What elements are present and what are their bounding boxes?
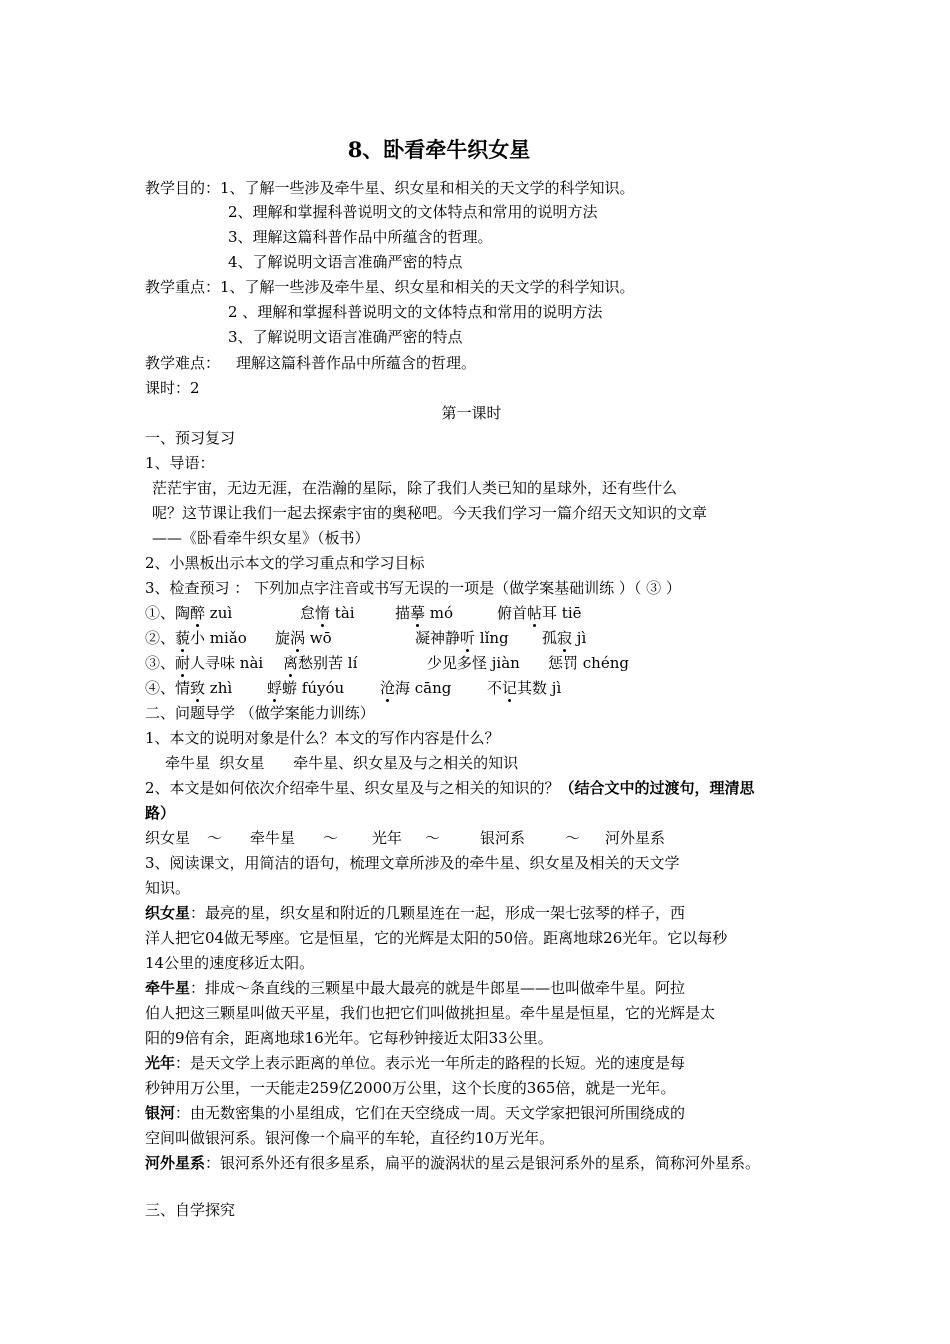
question-3-cont: 知识。 bbox=[145, 879, 191, 897]
dotted-char: 记 bbox=[502, 679, 518, 697]
entry-galaxies: 河外星系：银河系外还有很多星系，扁平的漩涡状的星云是银河系外的星系，简称河外星系。 bbox=[145, 1154, 761, 1172]
difficulty-line: 教学难点： 理解这篇科普作品中所蕴含的哲理。 bbox=[145, 354, 477, 372]
objectives-line-4: 4、了解说明文语言准确严密的特点 bbox=[228, 253, 463, 271]
dotted-char: 致 bbox=[190, 679, 206, 697]
key-points-label: 教学重点： bbox=[145, 278, 221, 296]
dotted-char: 醉 bbox=[190, 604, 206, 622]
dotted-char: 涡 bbox=[290, 629, 306, 647]
entry-term: 织女星 bbox=[145, 904, 191, 922]
answer-1: 牵牛星 织女星 牵牛星、织女星及与之相关的知识 bbox=[165, 754, 519, 772]
dotted-char: 离 bbox=[283, 654, 299, 672]
option-row-3: ③、耐人寻味 nài 离愁别苦 lí 少见多怪 jiàn 惩罚 chéng bbox=[145, 654, 629, 672]
dotted-char: 惰 bbox=[315, 604, 331, 622]
question-2: 2、本文是如何依次介绍牵牛星、织女星及与之相关的知识的？（结合文中的过渡句，理清思 bbox=[145, 779, 755, 797]
section1-heading: 一、预习复习 bbox=[145, 429, 236, 447]
question-3: 3、阅读课文，用简洁的语句，梳理文章所涉及的牵牛星、织女星及相关的天文学 bbox=[145, 854, 680, 872]
intro-line-1: 茫茫宇宙，无边无涯，在浩瀚的星际，除了我们人类已知的星球外，还有些什么 bbox=[152, 479, 678, 497]
dotted-char: 听 bbox=[460, 629, 476, 647]
dotted-char: 蜉 bbox=[267, 679, 283, 697]
section1-item3: 3、检查预习 ： 下列加点字注音或书写无误的一项是（做学案基础训练 ）（ ③ ） bbox=[145, 579, 681, 597]
option-row-1: ①、陶醉 zuì 怠惰 tài 描摹 mó 俯首帖耳 tiē bbox=[145, 604, 582, 622]
entry-milky-way: 银河：由无数密集的小星组成，它们在天空绕成一周。天文学家把银河所围绕成的 bbox=[145, 1104, 686, 1122]
class-hours: 课时：2 bbox=[145, 379, 200, 397]
question-2-cont: 路） bbox=[145, 804, 176, 822]
intro-line-2: 呢？这节课让我们一起去探索宇宙的奥秘吧。今天我们学习一篇介绍天文知识的文章 bbox=[152, 504, 708, 522]
dotted-char: 寂 bbox=[557, 629, 573, 647]
dotted-char: 摹 bbox=[410, 604, 426, 622]
entry-altair: 牵牛星：排成～条直线的三颗星中最大最亮的就是牛郎星——也叫做牵牛星。阿拉 bbox=[145, 979, 686, 997]
question-1: 1、本文的说明对象是什么？本文的写作内容是什么？ bbox=[145, 729, 500, 747]
entry-term: 牵牛星 bbox=[145, 979, 191, 997]
document-title: 8、卧看牵牛织女星 bbox=[347, 137, 531, 162]
dotted-char: 沧 bbox=[380, 679, 396, 697]
intro-line-3: ——《卧看牵牛织女星》（板书） bbox=[152, 529, 370, 547]
entry-light-year: 光年：是天文学上表示距离的单位。表示光一年所走的路程的长短。光的速度是每 bbox=[145, 1054, 686, 1072]
objectives-line-3: 3、理解这篇科普作品中所蕴含的哲理。 bbox=[228, 228, 493, 246]
sequence-row: 织女星 ～ 牵牛星 ～ 光年 ～ 银河系 ～ 河外星系 bbox=[145, 829, 666, 847]
entry-term: 银河 bbox=[145, 1104, 176, 1122]
key-points-line-3: 3、了解说明文语言准确严密的特点 bbox=[228, 328, 463, 346]
entry-vega: 织女星：最亮的星，织女星和附近的几颗星连在一起，形成一架七弦琴的样子，西 bbox=[145, 904, 686, 922]
objectives-line-2: 2、理解和掌握科普说明文的文体特点和常用的说明方法 bbox=[228, 203, 598, 221]
dotted-char: 藐 bbox=[175, 629, 191, 647]
key-points-line-2: 2 、理解和掌握科普说明文的文体特点和常用的说明方法 bbox=[228, 303, 603, 321]
dotted-char: 帖 bbox=[527, 604, 543, 622]
lesson-title: 第一课时 bbox=[441, 404, 502, 422]
option-row-4: ④、情致 zhì 蜉蝣 fúyóu 沧海 cāng 不记其数 jì bbox=[145, 679, 562, 697]
section3-heading: 三、自学探究 bbox=[145, 1201, 236, 1219]
entry-term: 河外星系 bbox=[145, 1154, 206, 1172]
intro-label: 1、导语： bbox=[145, 454, 215, 472]
objectives-line-1: 教学目的：1、了解一些涉及牵牛星、织女星和相关的天文学的科学知识。 bbox=[145, 179, 635, 197]
entry-term: 光年 bbox=[145, 1054, 176, 1072]
dotted-char: 耐 bbox=[175, 654, 191, 672]
objectives-label: 教学目的： bbox=[145, 179, 221, 197]
difficulty-label: 教学难点： bbox=[145, 354, 221, 372]
section1-item2: 2、小黑板出示本文的学习重点和学习目标 bbox=[145, 554, 425, 572]
document-page: 8、卧看牵牛织女星 教学目的：1、了解一些涉及牵牛星、织女星和相关的天文学的科学知识。 2、理解和掌握科普说明文的文体特点和常用的说明方法 3、理解这篇科普作品中所蕴含的哲理。 4、了解说明文语言准确严密的特点 教学重点：1、了解一些涉及牵牛星、织女星和相关的天文学的科学知识。 2 、理解和掌握科普说明文的文体特点和常用的说明方法 3、了解说明文语言准确严密的特点 教学难点： 理解这篇科普作品中所蕴含的哲理。 课时：2 第一课时 一、预习复习 1、导语： 茫茫宇宙，无边无涯，在浩瀚的星际，除了我们人类已知的星球外，还有些什么 呢？这节课让我们一起去探索宇宙的奥秘吧。今天我们学习一篇介绍天文知识的文章 ——《卧看牵牛织女星》（板书） 2、小黑板出示本文的学习重点和学习目标 3、检查预习 ： 下列加点字注音或书写无误的一项是（做学案基础训练 ）（ ③ ） ①、陶醉 zuì 怠惰 tài 描摹 mó 俯首帖耳 tiē ②、藐小 miǎo 旋涡 wō 凝神静听 lǐng 孤寂 jì ③、耐人寻味 nài 离愁别苦 lí 少见多怪 jiàn 惩罚 chéng ④、情致 zhì 蜉蝣 fúyóu 沧海 cāng 不记其数 jì 二、问题导学 （做学案能力训练） 1、本文的说明对象是什么？本文的写作内容是什么？ 牵牛星 织女星 牵牛星、织女星及与之相关的知识 2、本文是如何依次介绍牵牛星、织女星及与之相关的知识的？（结合文中的过渡句，理清思 路） 织女星 ～ 牵牛星 ～ 光年 ～ 银河系 ～ 河外星系 3、阅读课文，用简洁的语句，梳理文章所涉及的牵牛星、织女星及相关的天文学 知识。 织女星：最亮的星，织女星和附近的几颗星连在一起，形成一架七弦琴的样子，西 洋人把它04做无琴座。它是恒星，它的光辉是太阳的50倍。距离地球26光年。它以每秒 14公里的速度移近太阳。 牵牛星：排成～条直线的三颗星中最大最亮的就是牛郎星——也叫做牵牛星。阿拉 伯人把这三颗星叫做天平星，我们也把它们叫做挑担星。牵牛星是恒星，它的光辉是太 阳的9倍有余，距离地球16光年。它每秒钟接近太阳33公里。 光年：是天文学上表示距离的单位。表示光一年所走的路程的长短。光的速度是每 秒钟用万公里，一天能走259亿2000万公里，这个长度的365倍，就是一光年。 银河：由无数密集的小星组成，它们在天空绕成一周。天文学家把银河所围绕成的 空间叫做银河系。银河像一个扁平的车轮，直径约10万光年。 河外星系：银河系外还有很多星系，扁平的漩涡状的星云是银河系外的星系，简称河外星系。 三、自学探究 bbox=[0, 0, 950, 1344]
key-points-line-1: 教学重点：1、了解一些涉及牵牛星、织女星和相关的天文学的科学知识。 bbox=[145, 278, 635, 296]
option-row-2: ②、藐小 miǎo 旋涡 wō 凝神静听 lǐng 孤寂 jì bbox=[145, 629, 587, 647]
section2-heading: 二、问题导学 （做学案能力训练） bbox=[145, 704, 375, 722]
